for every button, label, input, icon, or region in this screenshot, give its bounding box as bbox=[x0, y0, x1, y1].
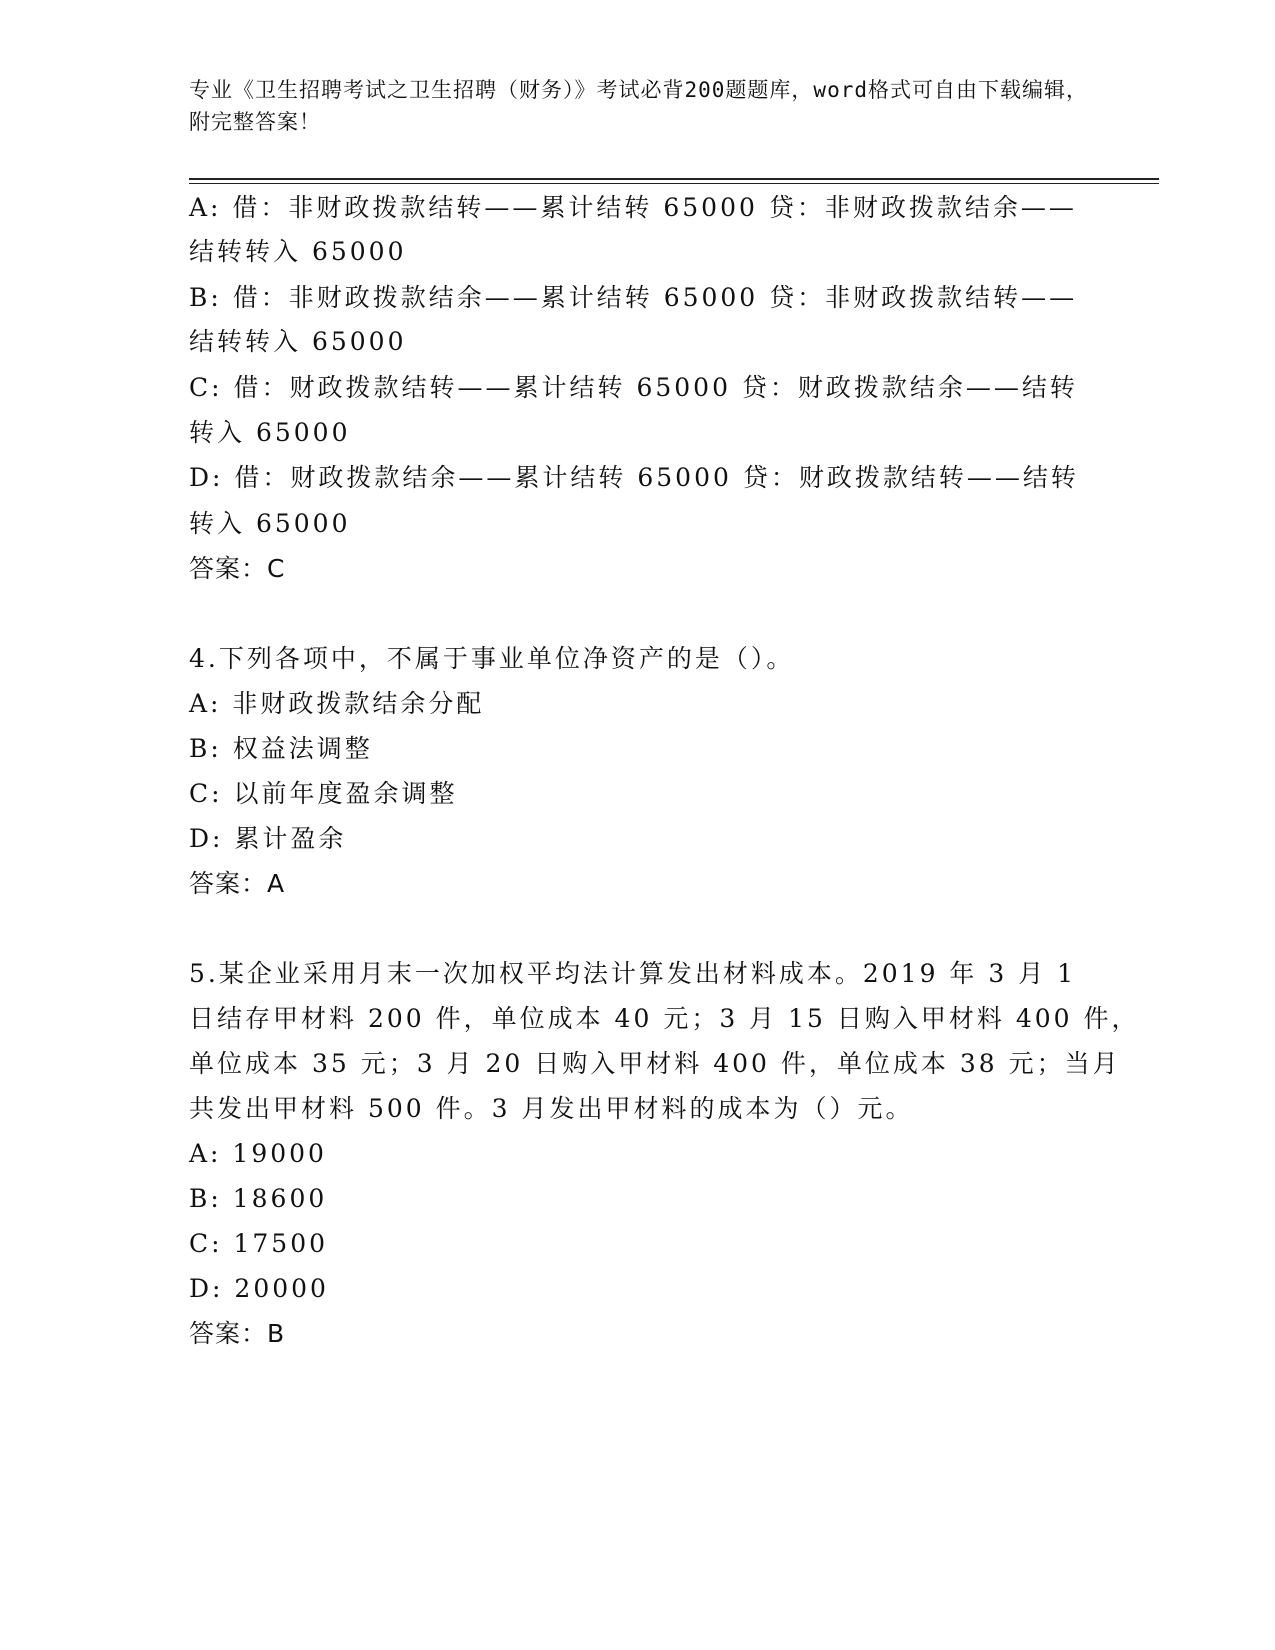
q3-answer: 答案：C bbox=[189, 554, 286, 583]
q4-option-a: A: 非财政拨款结余分配 bbox=[189, 689, 485, 718]
q5-question-line3: 单位成本 35 元；3 月 20 日购入甲材料 400 件，单位成本 38 元；当月 bbox=[189, 1049, 1121, 1078]
q4-option-c: C: 以前年度盈余调整 bbox=[189, 779, 458, 808]
q3-option-c-line2: 转入 65000 bbox=[189, 418, 351, 447]
q5-question-line4: 共发出甲材料 500 件。3 月发出甲材料的成本为（）元。 bbox=[189, 1094, 914, 1123]
q3-option-c-line1: C: 借：财政拨款结转——累计结转 65000 贷：财政拨款结余——结转 bbox=[189, 373, 1078, 402]
q4-option-b: B: 权益法调整 bbox=[189, 734, 373, 763]
q5-question-line1: 5.某企业采用月末一次加权平均法计算发出材料成本。2019 年 3 月 1 bbox=[189, 959, 1077, 988]
q4-answer: 答案：A bbox=[189, 869, 286, 898]
q4-option-d: D: 累计盈余 bbox=[189, 824, 347, 853]
q3-option-d-line1: D: 借：财政拨款结余——累计结转 65000 贷：财政拨款结转——结转 bbox=[189, 463, 1079, 492]
q5-answer: 答案：B bbox=[189, 1319, 286, 1348]
q3-option-d-line2: 转入 65000 bbox=[189, 509, 351, 538]
q3-option-a-line1: A: 借：非财政拨款结转——累计结转 65000 贷：非财政拨款结余—— bbox=[189, 193, 1077, 222]
q3-option-a-line2: 结转转入 65000 bbox=[189, 237, 407, 266]
q3-option-b-line2: 结转转入 65000 bbox=[189, 327, 407, 356]
header-divider bbox=[189, 178, 1159, 184]
q5-question-line2: 日结存甲材料 200 件，单位成本 40 元；3 月 15 日购入甲材料 400 件， bbox=[189, 1004, 1140, 1033]
q5-option-c: C: 17500 bbox=[189, 1229, 329, 1258]
document-header-title: 专业《卫生招聘考试之卫生招聘（财务）》考试必背200题题库，word格式可自由下载编辑，附完整答案！ bbox=[189, 78, 1088, 134]
q4-question: 4.下列各项中，不属于事业单位净资产的是（）。 bbox=[189, 644, 795, 673]
q5-option-a: A: 19000 bbox=[189, 1139, 327, 1168]
q3-option-b-line1: B: 借：非财政拨款结余——累计结转 65000 贷：非财政拨款结转—— bbox=[189, 283, 1078, 312]
q5-option-d: D: 20000 bbox=[189, 1274, 329, 1303]
q5-option-b: B: 18600 bbox=[189, 1184, 328, 1213]
